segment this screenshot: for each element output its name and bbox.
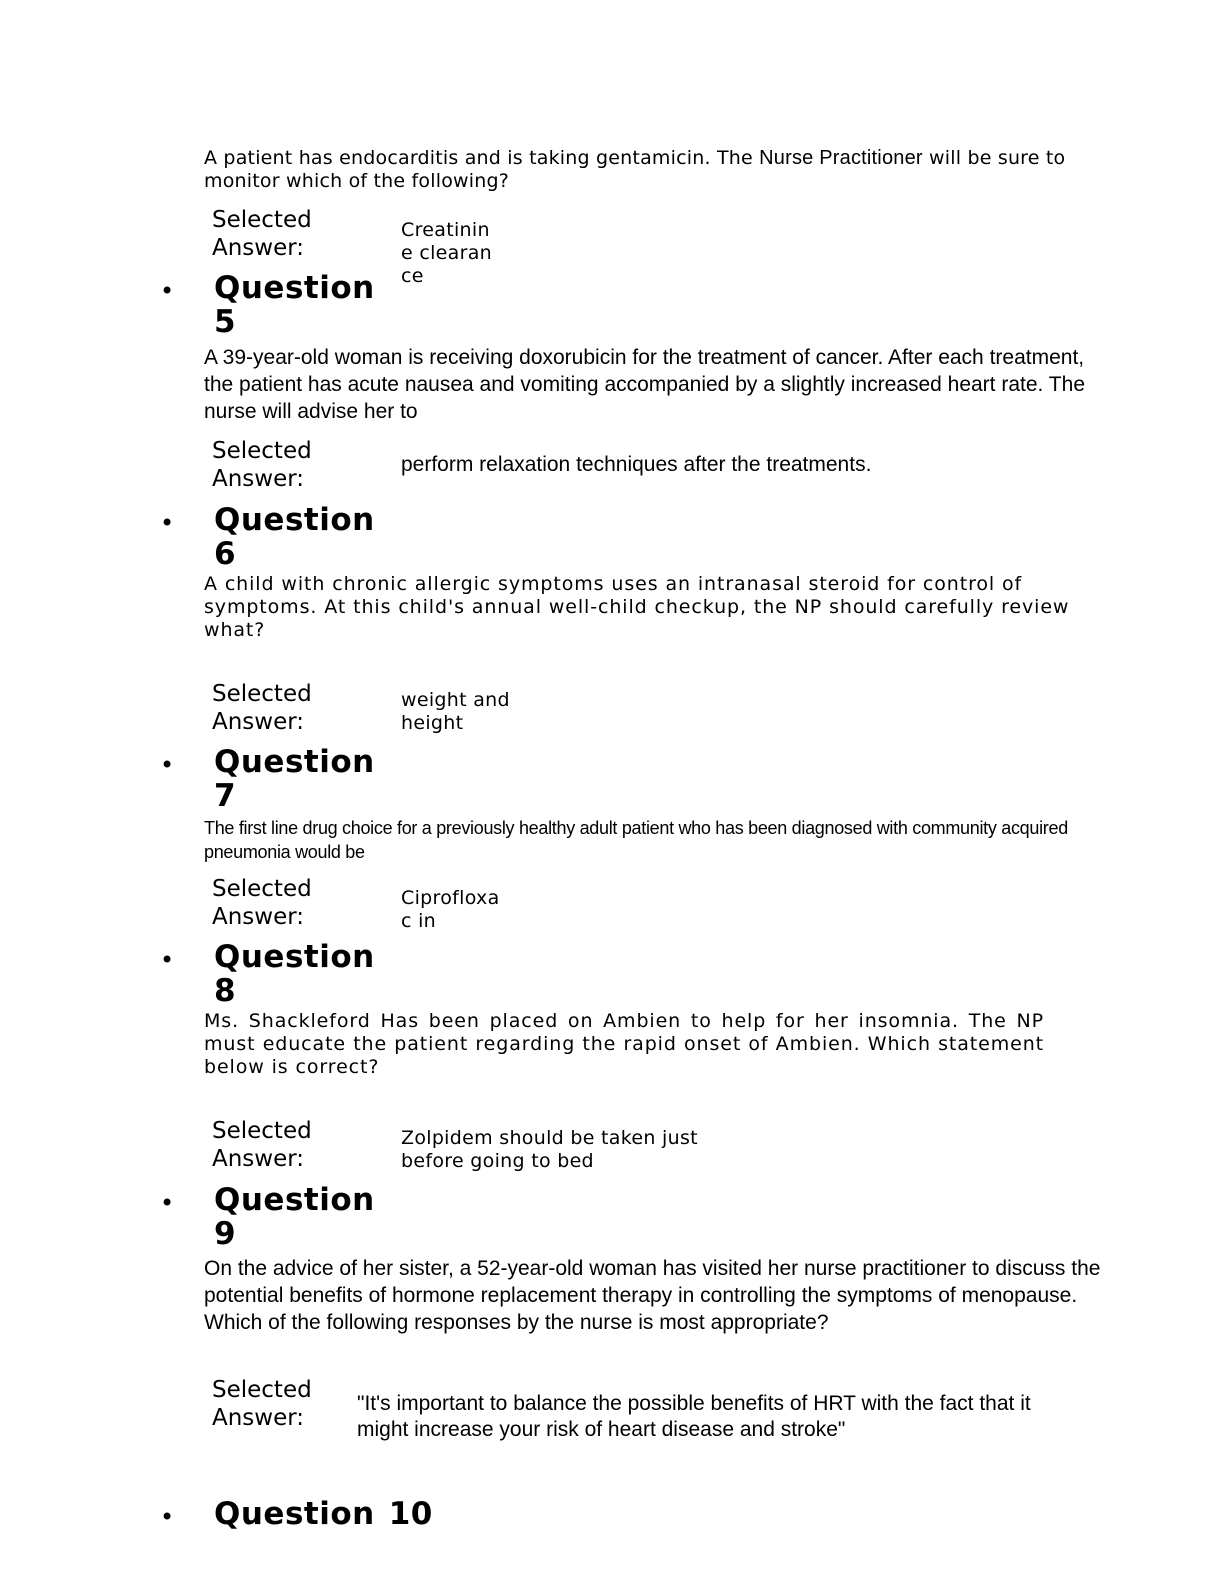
question-10-label: Question (214, 1496, 375, 1532)
question-6-heading (214, 503, 404, 571)
selected-answer-5: perform relaxation techniques after the treatments. (401, 453, 872, 476)
question-8-label: Question (214, 939, 375, 975)
question-9-heading (214, 1183, 404, 1251)
question-6-text: A child with chronic allergic symptoms uses an intranasal steroid for control of symptoms. At this child's annual well-child checkup, the NP should carefully review what? (204, 573, 1070, 641)
bullet-question-9: • (160, 1189, 175, 1217)
question-9-number: 9 (214, 1216, 237, 1252)
question-7-label: Question (214, 744, 375, 780)
question-9-label: Question (214, 1182, 375, 1218)
selected-answer-4: Creatinine clearance (401, 219, 492, 287)
selected-answer-label-4: Selected Answer: (212, 207, 312, 261)
bullet-question-5: • (160, 277, 175, 305)
question-10-number: 10 (388, 1496, 433, 1532)
question-5-number: 5 (214, 304, 237, 340)
selected-answer-8: Zolpidem should be taken just before going to bed (401, 1127, 698, 1172)
question-5-text: A 39-year-old woman is receiving doxorubicin for the treatment of cancer. After each treatment, the patient has acute nausea and vomiting accompanied by a slightly increased heart rate. The nurse will advise her to (204, 346, 1085, 423)
question-7-number: 7 (214, 778, 237, 814)
question-4-text-c: will be sure to monitor which of the following? (204, 147, 1066, 192)
selected-answer-7: Ciprofloxa c in (401, 887, 500, 932)
question-7-heading (214, 745, 404, 813)
question-9-text: On the advice of her sister, a 52-year-old woman has visited her nurse practitioner to discuss the potential benefits of hormone replacement therapy in controlling the symptoms of menopause. Which of the following responses by the nurse is most appropriate? (204, 1257, 1101, 1334)
selected-answer-label-6: Selected Answer: (212, 681, 312, 735)
question-8-heading (214, 940, 404, 1008)
selected-answer-6: weight and height (401, 689, 510, 734)
question-8-text: Ms. Shackleford Has been placed on Ambien to help for her insomnia. The NP must educate the patient regarding the rapid onset of Ambien. Which statement below is correct? (204, 1010, 1044, 1078)
question-10-heading (214, 1497, 474, 1531)
question-8-number: 8 (214, 973, 237, 1009)
bullet-question-6: • (160, 509, 175, 537)
selected-answer-label-7: Selected Answer: (212, 876, 312, 930)
bullet-question-10: • (160, 1503, 175, 1531)
selected-answer-label-5: Selected Answer: (212, 438, 312, 492)
selected-answer-9: "It's important to balance the possible benefits of HRT with the fact that it might increase your risk of heart disease and stroke" (357, 1392, 1031, 1441)
selected-answer-label-8: Selected Answer: (212, 1118, 312, 1172)
question-6-label: Question (214, 502, 375, 538)
bullet-question-8: • (160, 946, 175, 974)
question-6-number: 6 (214, 536, 237, 572)
question-7-text: The first line drug choice for a previously healthy adult patient who has been diagnosed with community acquired pneumonia would be (204, 818, 1068, 862)
question-4-text-a: A patient has endocarditis and is taking gentamicin. The (204, 147, 760, 169)
bullet-question-7: • (160, 751, 175, 779)
question-5-heading (214, 271, 404, 339)
question-4-text (204, 147, 1104, 193)
question-4-text-b: Nurse Practitioner (759, 147, 923, 169)
selected-answer-label-9: Selected Answer: (212, 1377, 312, 1431)
question-5-label: Question (214, 270, 375, 306)
